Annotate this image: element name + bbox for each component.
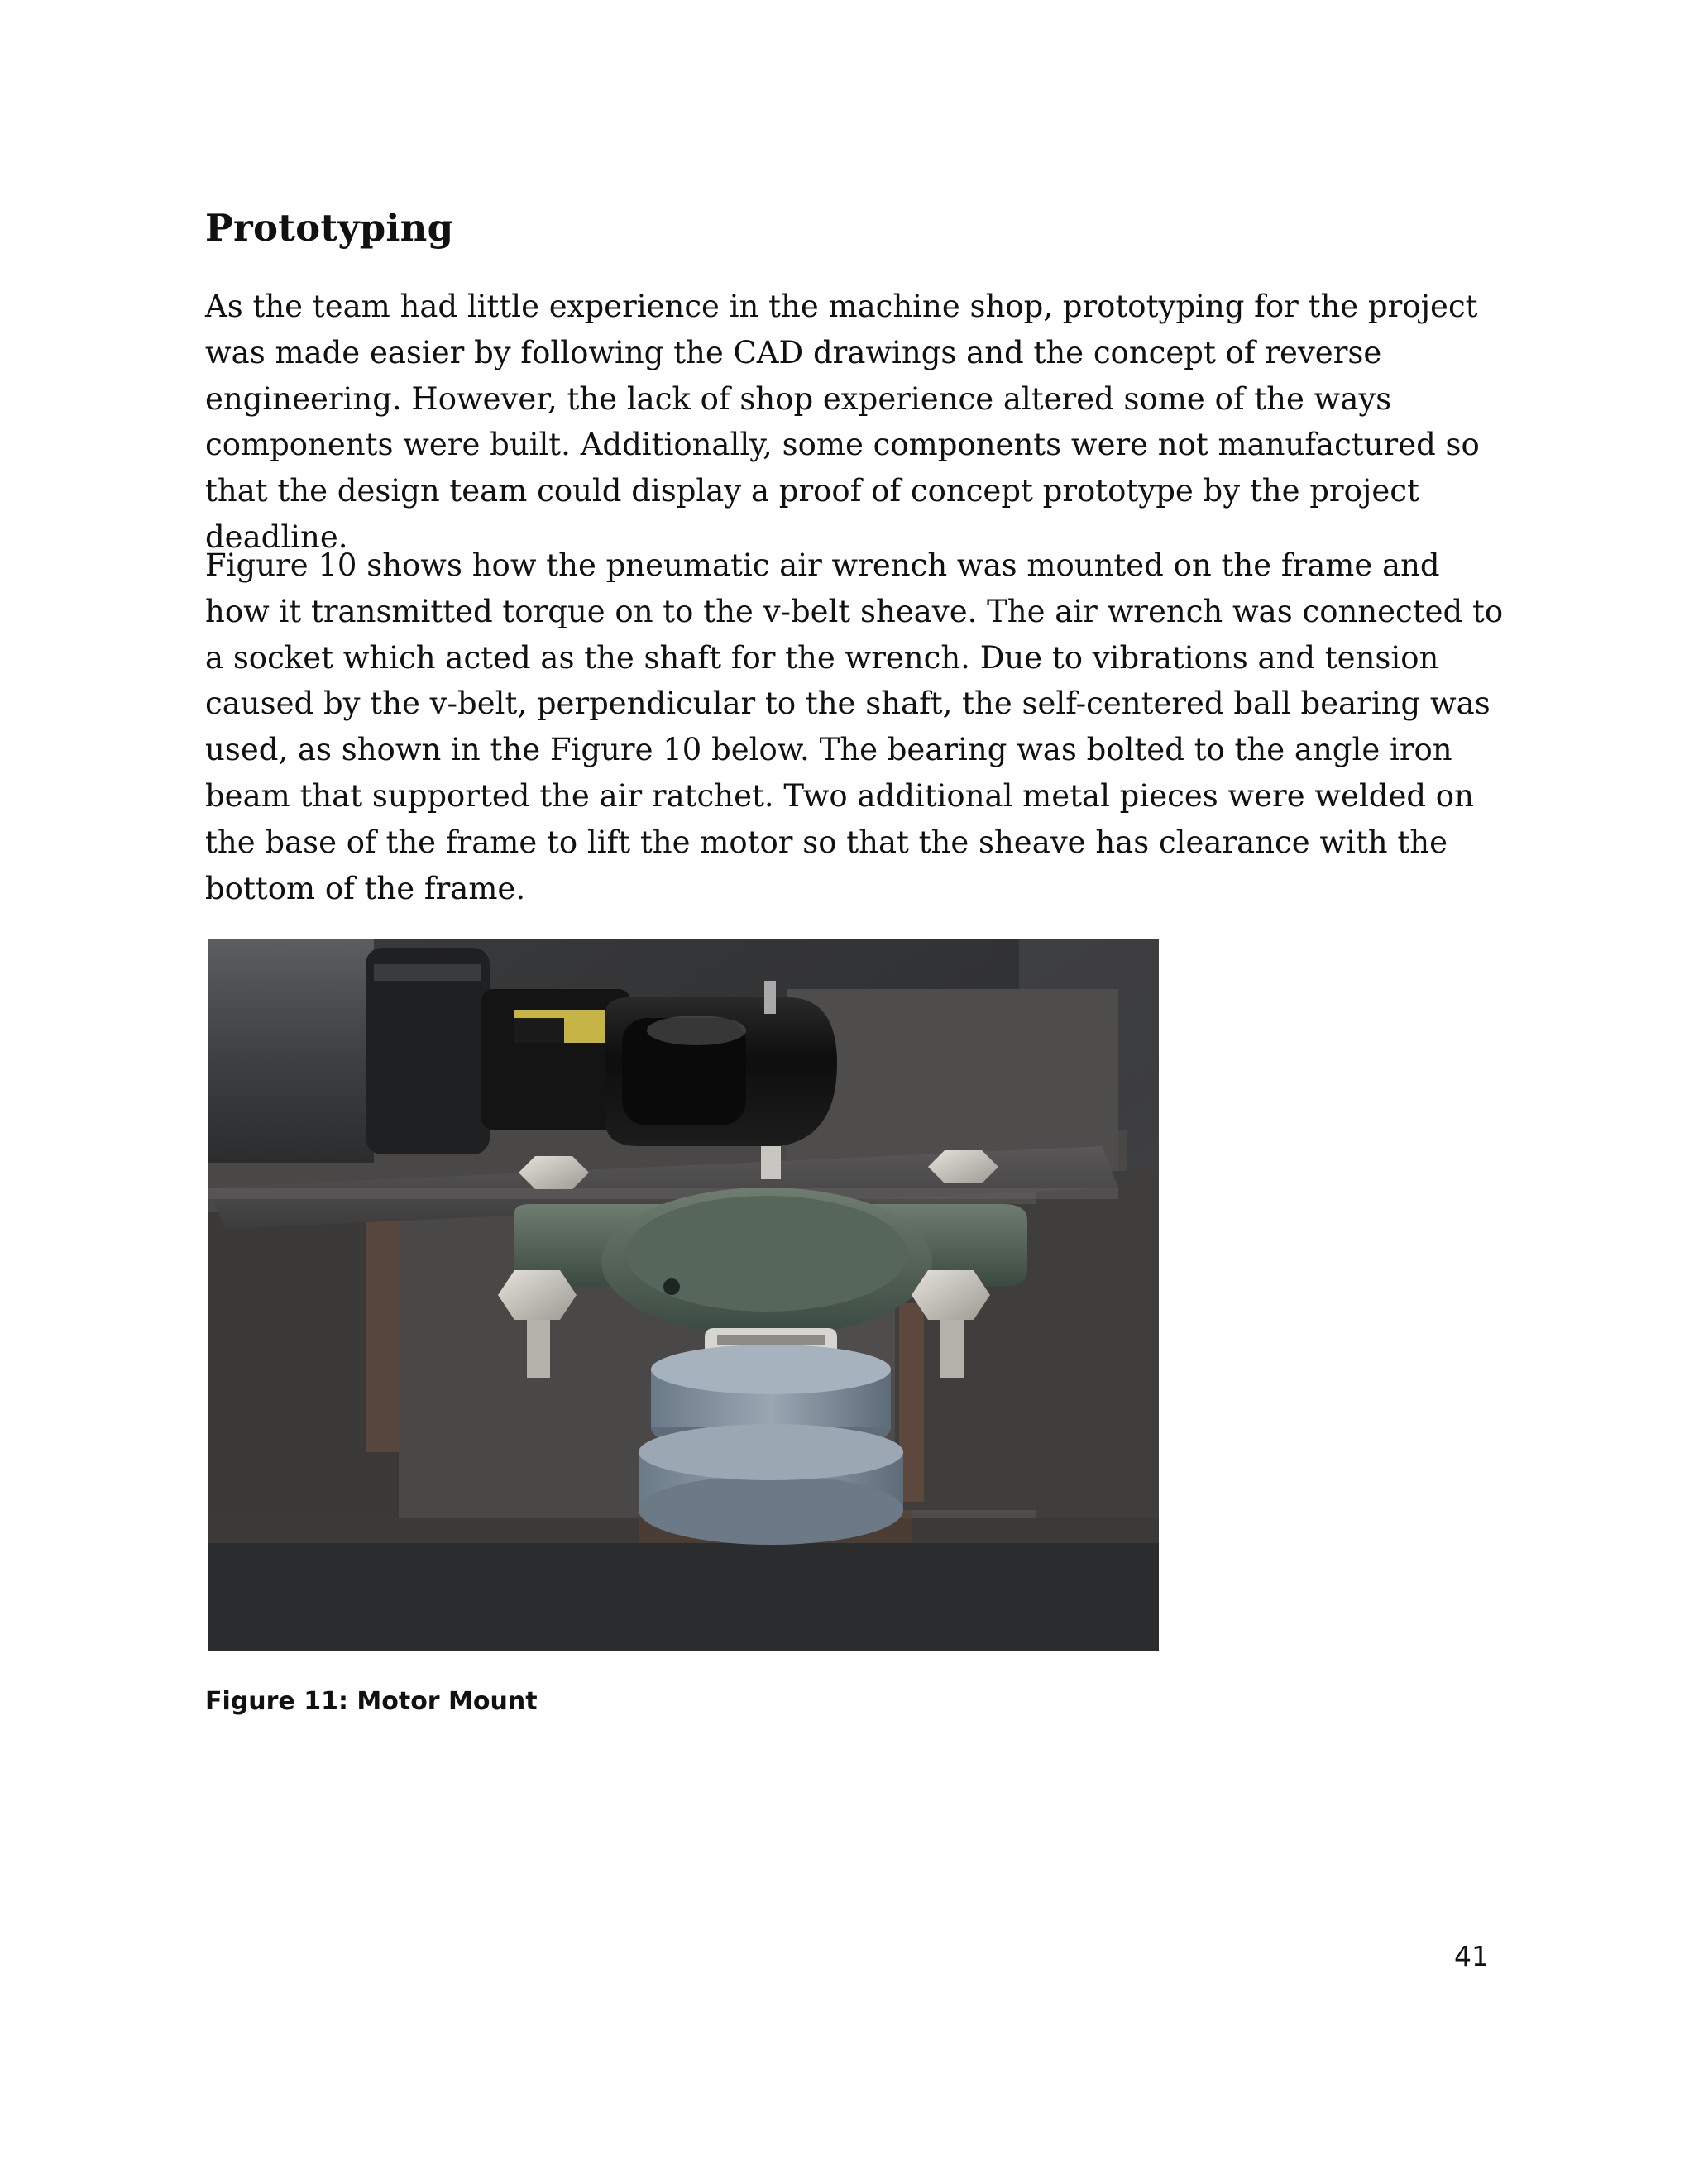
paragraph-1: As the team had little experience in the machine shop, prototyping for the project was made easier by following the CAD drawings and the concept of reverse engineering. However, the lack of shop experience altered some of the ways components were built. Additionally, some components were not manufactured so that the design team could display a proof of concept prototype by the project deadline. <box>205 289 1480 555</box>
paragraph-2: Figure 10 shows how the pneumatic air wrench was mounted on the frame and how it transmitted torque on to the v-belt sheave. The air wrench was connected to a socket which acted as the shaft for the wrench. Due to vibrations and tension caused by the v-belt, perpendicular to the shaft, the self-centered ball bearing was used, as shown in the Figure 10 below. The bearing was bolted to the angle iron beam that supported the air ratchet. Two additional metal pieces were welded on the base of the frame to lift the motor so that the sheave has clearance with the bottom of the frame. <box>205 547 1504 906</box>
section-heading: Prototyping <box>205 206 454 250</box>
motor-mount-photo <box>208 939 1159 1651</box>
page-number: 41 <box>1454 1940 1489 1972</box>
figure-caption: Figure 11: Motor Mount <box>205 1687 538 1716</box>
